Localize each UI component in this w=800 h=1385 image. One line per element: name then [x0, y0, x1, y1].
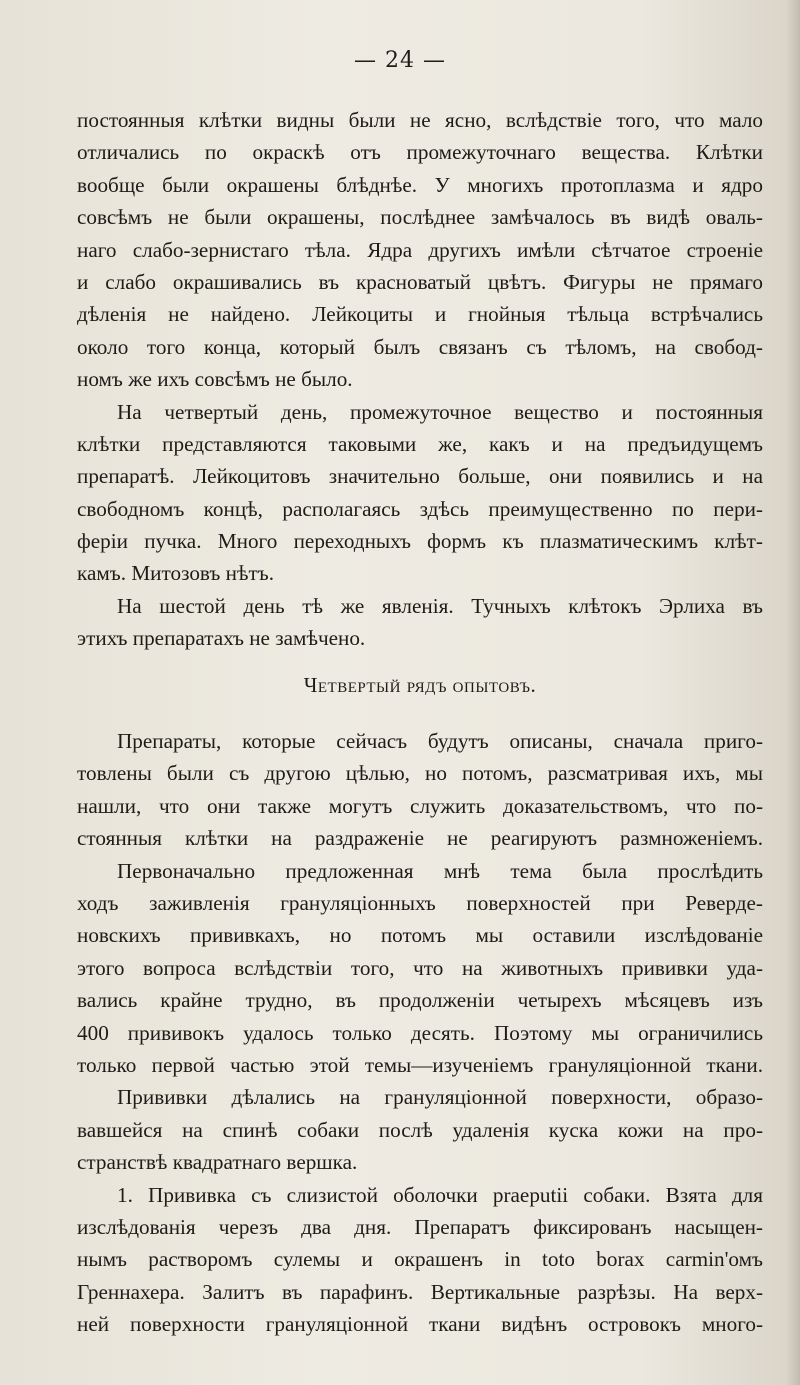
page-edge-shadow — [786, 0, 800, 1385]
text-line: свободномъ концѣ, располагаясь здѣсь преимущественно по пери- — [77, 496, 763, 521]
text-line: стоянныя клѣтки на раздраженіе не реагируютъ размноженіемъ. — [77, 826, 763, 851]
text-line: странствѣ квадратнаго вершка. — [77, 1150, 358, 1175]
text-line: Греннахера. Залитъ въ парафинъ. Вертикальные разрѣзы. На верх- — [77, 1279, 763, 1304]
text-block-before-heading — [77, 104, 763, 655]
text-line: 400 прививокъ удалось только десять. Поэтому мы ограничились — [77, 1020, 763, 1045]
text-line: совсѣмъ не были окрашены, послѣднее замѣчалось въ видѣ оваль- — [77, 205, 763, 230]
text-line: и слабо окрашивались въ красноватый цвѣтъ. Фигуры не прямаго — [77, 269, 763, 294]
body-text — [77, 104, 763, 1340]
text-line: только первой частью этой темы—изученіемъ грануляціонной ткани. — [77, 1052, 763, 1077]
page-number: — 24 — — [354, 48, 446, 73]
text-line: Первоначально предложенная мнѣ тема была прослѣдить — [117, 858, 763, 883]
text-line: вавшейся на спинѣ собаки послѣ удаленія куска кожи на про- — [77, 1117, 763, 1142]
text-line: изслѣдованія черезъ два дня. Препаратъ фиксированъ насыщен- — [77, 1214, 763, 1239]
text-line: постоянныя клѣтки видны были не ясно, вслѣдствіе того, что мало — [77, 108, 763, 132]
text-line: дѣленія не найдено. Лейкоциты и гнойныя тѣльца встрѣчались — [77, 302, 763, 327]
text-line: наго слабо-зернистаго тѣла. Ядра другихъ имѣли сѣтчатое строеніе — [77, 237, 763, 262]
section-heading: Четвертый рядъ опытовъ. — [303, 672, 537, 697]
text-line: На шестой день тѣ же явленія. Тучныхъ клѣтокъ Эрлиха въ — [117, 593, 763, 618]
text-line: Препараты, которые сейчасъ будутъ описаны, сначала приго- — [117, 729, 763, 754]
text-line: около того конца, который былъ связанъ съ тѣломъ, на свобод- — [77, 334, 763, 359]
text-line: новскихъ прививкахъ, но потомъ мы оставили изслѣдованіе — [77, 923, 763, 948]
text-line: препаратѣ. Лейкоцитовъ значительно больше, они появились и на — [77, 464, 763, 489]
text-line: камъ. Митозовъ нѣтъ. — [77, 561, 275, 586]
text-line: феріи пучка. Много переходныхъ формъ къ плазматическимъ клѣт- — [77, 529, 763, 554]
text-block-after-heading — [77, 725, 763, 1340]
text-line: ходъ заживленія грануляціонныхъ поверхностей при Реверде- — [77, 890, 763, 915]
text-line: Прививки дѣлались на грануляціонной поверхности, образо- — [117, 1085, 763, 1110]
text-line: нымъ растворомъ сулемы и окрашенъ in toto borax carmin'омъ — [77, 1247, 763, 1272]
text-line: номъ же ихъ совсѣмъ не было. — [77, 367, 353, 392]
text-line: этого вопроса вслѣдствіи того, что на животныхъ прививки уда- — [77, 955, 763, 980]
text-line: 1. Прививка съ слизистой оболочки praeputii собаки. Взята для — [117, 1182, 763, 1207]
text-line: вообще были окрашены блѣднѣе. У многихъ протоплазма и ядро — [77, 172, 763, 197]
text-line: клѣтки представляются таковыми же, какъ и на предъидущемъ — [77, 431, 763, 456]
text-line: товлены были съ другою цѣлью, но потомъ, разсматривая ихъ, мы — [77, 761, 763, 786]
text-line: ней поверхности грануляціонной ткани видѣнъ островокъ много- — [77, 1312, 763, 1337]
text-line: отличались по окраскѣ отъ промежуточнаго вещества. Клѣтки — [77, 140, 763, 165]
text-line: вались крайне трудно, въ продолженіи четырехъ мѣсяцевъ изъ — [77, 988, 763, 1013]
text-line: этихъ препаратахъ не замѣчено. — [77, 626, 366, 651]
text-line: На четвертый день, промежуточное вещество и постоянныя — [117, 399, 763, 424]
text-line: нашли, что они также могутъ служить доказательствомъ, что по- — [77, 793, 763, 818]
